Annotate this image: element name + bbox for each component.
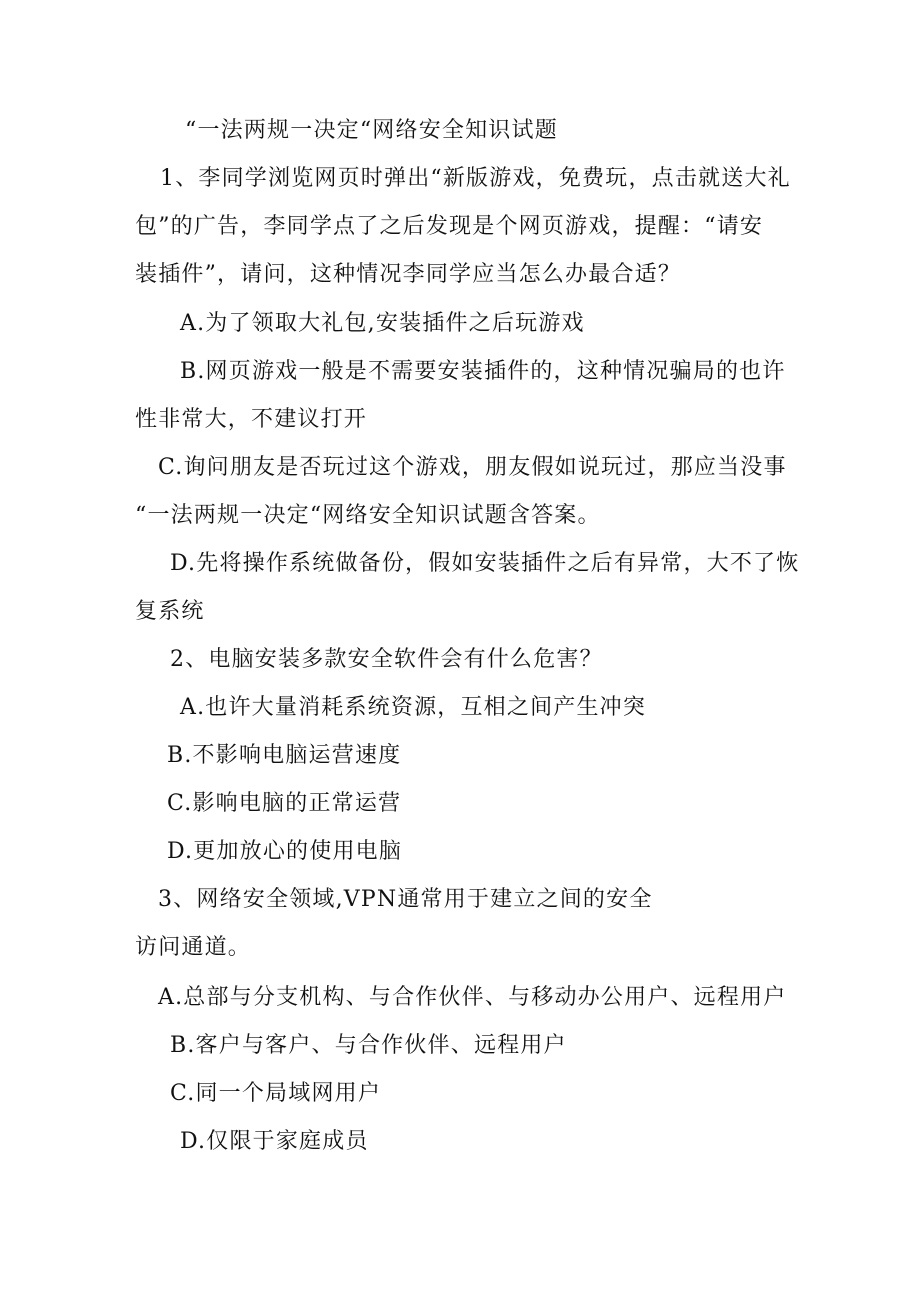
question-1-option-b-line-2: 性非常大，不建议打开 <box>135 407 368 432</box>
question-3-option-a: A.总部与分支机构、与合作伙伴、与移动办公用户、远程用户 <box>158 985 787 1010</box>
question-3-option-b: B.客户与客户、与合作伙伴、远程用户 <box>170 1033 567 1058</box>
question-3-option-d: D.仅限于家庭成员 <box>180 1129 369 1154</box>
question-1-option-a: A.为了领取大礼包,安装插件之后玩游戏 <box>180 311 585 336</box>
question-1-option-c: C.询问朋友是否玩过这个游戏，朋友假如说玩过，那应当没事 <box>158 455 787 480</box>
question-3-stem-line-2: 访问通道。 <box>135 935 252 960</box>
question-1-option-d-line-2: 复系统 <box>135 599 205 624</box>
repeated-document-title: “一法两规一决定“网络安全知识试题含答案。 <box>135 503 601 528</box>
question-1-option-d-line-1: D.先将操作系统做备份，假如安装插件之后有异常，大不了恢 <box>170 551 800 576</box>
question-1-option-b-line-1: B.网页游戏一般是不需要安装插件的，这种情况骗局的也许 <box>180 359 786 384</box>
document-title: “一法两规一决定“网络安全知识试题 <box>185 118 558 143</box>
question-1-stem-line-3: 装插件”，请问，这种情况李同学应当怎么办最合适？ <box>135 262 682 287</box>
question-2-option-b: B.不影响电脑运营速度 <box>167 743 402 768</box>
question-1-stem-line-1: 1、李同学浏览网页时弹出“新版游戏，免费玩，点击就送大礼 <box>160 166 791 191</box>
question-2-option-a: A.也许大量消耗系统资源，互相之间产生冲突 <box>180 695 647 720</box>
question-2-option-d: D.更加放心的使用电脑 <box>167 839 403 864</box>
question-2-stem: 2、电脑安装多款安全软件会有什么危害？ <box>170 647 603 672</box>
question-3-option-c: C.同一个局域网用户 <box>170 1081 382 1106</box>
question-2-option-c: C.影响电脑的正常运营 <box>167 791 402 816</box>
question-1-stem-line-2: 包”的广告，李同学点了之后发现是个网页游戏，提醒：“请安 <box>135 214 764 239</box>
question-3-stem-line-1: 3、网络安全领域,VPN通常用于建立之间的安全 <box>158 887 653 912</box>
